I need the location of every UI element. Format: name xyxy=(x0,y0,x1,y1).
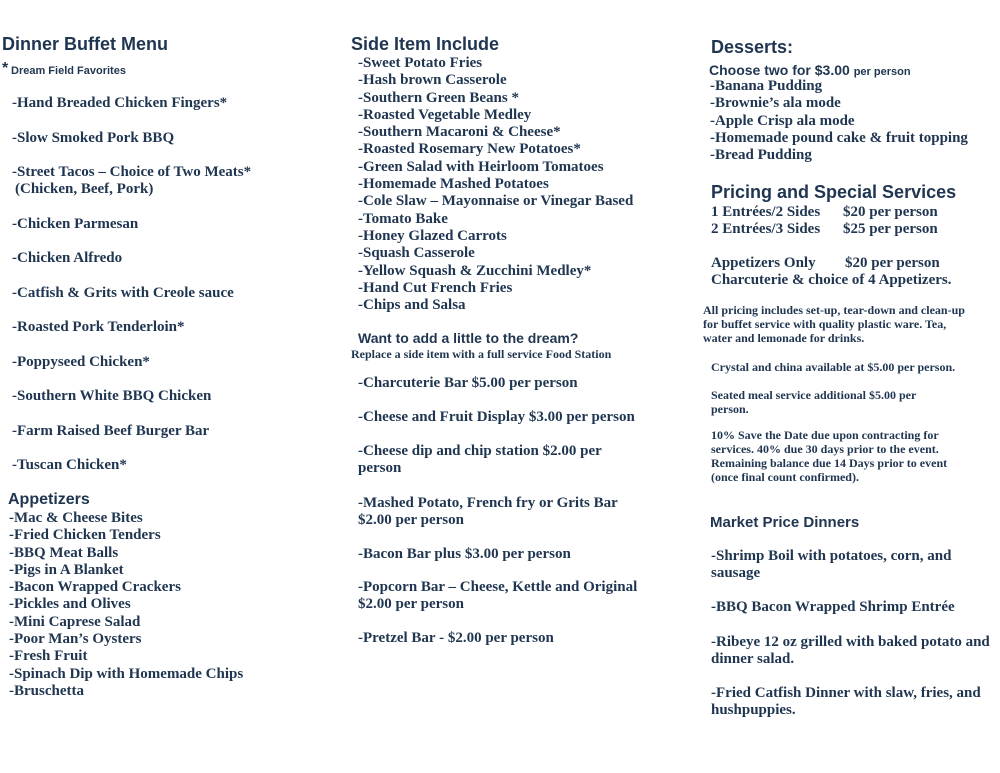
list-item: -Homemade Mashed Potatoes xyxy=(358,176,549,193)
entree-item: -Hand Breaded Chicken Fingers* xyxy=(12,95,228,111)
list-item: -Bread Pudding xyxy=(710,147,812,164)
market-item: -Fried Catfish Dinner with slaw, fries, and xyxy=(711,685,981,701)
list-item: -Bacon Wrapped Crackers xyxy=(9,579,181,596)
station-item: -Cheese and Fruit Display $3.00 per person xyxy=(358,409,635,425)
entree-item: -Chicken Alfredo xyxy=(12,250,123,266)
seated-note-line: Seated meal service additional $5.00 per xyxy=(711,388,917,402)
crystal-note: Crystal and china available at $5.00 per person. xyxy=(711,360,956,374)
list-item: -Roasted Vegetable Medley xyxy=(358,106,532,123)
entree-item: -Farm Raised Beef Burger Bar xyxy=(12,423,210,439)
entree-item: -Street Tacos – Choice of Two Meats* xyxy=(12,164,252,180)
list-item: -Squash Casserole xyxy=(358,245,475,262)
list-item: -Fried Chicken Tenders xyxy=(9,527,161,544)
pricing-note-line: for buffet service with quality plastic ware. Tea, xyxy=(703,317,947,331)
list-item: -Honey Glazed Carrots xyxy=(358,227,507,244)
list-item: -Southern Green Beans * xyxy=(358,89,519,106)
list-item: -Pickles and Olives xyxy=(9,596,131,613)
list-item: -Bruschetta xyxy=(9,682,84,699)
station-item: -Cheese dip and chip station $2.00 per xyxy=(358,443,602,459)
list-item: -Hash brown Casserole xyxy=(358,72,507,89)
list-item: -Southern Macaroni & Cheese* xyxy=(358,124,561,141)
station-item-cont: $2.00 per person xyxy=(358,596,464,612)
desserts-list xyxy=(710,78,968,164)
list-item: -Brownie’s ala mode xyxy=(710,95,841,112)
station-item: -Pretzel Bar - $2.00 per person xyxy=(358,630,554,646)
station-item-cont: $2.00 per person xyxy=(358,512,464,528)
list-item: -BBQ Meat Balls xyxy=(9,544,119,561)
market-item: -BBQ Bacon Wrapped Shrimp Entrée xyxy=(711,599,955,615)
pricing-label: 1 Entrées/2 Sides xyxy=(711,204,821,220)
list-item: -Roasted Rosemary New Potatoes* xyxy=(358,141,581,158)
market-item-cont: hushpuppies. xyxy=(711,702,796,718)
appetizers-title: Appetizers xyxy=(8,491,90,508)
pricing-note-line: water and lemonade for drinks. xyxy=(703,331,865,345)
entree-item-detail: (Chicken, Beef, Pork) xyxy=(15,181,154,197)
market-item-cont: sausage xyxy=(711,565,761,581)
pricing-price: $20 per person xyxy=(843,204,938,220)
list-item: -Banana Pudding xyxy=(710,78,823,94)
seated-note-line: person. xyxy=(711,402,749,416)
station-item: -Mashed Potato, French fry or Grits Bar xyxy=(358,495,618,511)
market-item: -Ribeye 12 oz grilled with baked potato and xyxy=(711,634,990,650)
list-item: -Hand Cut French Fries xyxy=(358,279,513,296)
entree-item: -Catfish & Grits with Creole sauce xyxy=(12,285,234,301)
side-items-list xyxy=(358,55,633,314)
pricing-label: 2 Entrées/3 Sides xyxy=(711,221,821,237)
appetizers-list xyxy=(9,510,243,700)
entree-item: -Poppyseed Chicken* xyxy=(12,354,150,370)
list-item: -Spinach Dip with Homemade Chips xyxy=(9,665,244,682)
deposit-note-line: Remaining balance due 14 Days prior to event xyxy=(711,456,948,470)
pricing-label: Appetizers Only xyxy=(711,255,816,271)
entree-item: -Tuscan Chicken* xyxy=(12,457,127,473)
deposit-note-line: 10% Save the Date due upon contracting for xyxy=(711,428,939,442)
list-item: -Mac & Cheese Bites xyxy=(9,510,143,526)
list-item: -Mini Caprese Salad xyxy=(9,613,141,630)
list-item: -Cole Slaw – Mayonnaise or Vinegar Based xyxy=(358,193,634,210)
list-item: -Apple Crisp ala mode xyxy=(710,112,855,129)
list-item: -Green Salad with Heirloom Tomatoes xyxy=(358,158,604,175)
appetizer-pricing-note: Charcuterie & choice of 4 Appetizers. xyxy=(711,272,952,288)
list-item: -Pigs in A Blanket xyxy=(9,561,124,578)
deposit-note-line: (once final count confirmed). xyxy=(711,470,859,484)
entree-item: -Southern White BBQ Chicken xyxy=(12,388,212,404)
list-item: -Fresh Fruit xyxy=(9,648,88,665)
stations-note: Replace a side item with a full service Food Station xyxy=(351,347,612,361)
buffet-menu-title: Dinner Buffet Menu xyxy=(2,34,168,54)
station-item: -Popcorn Bar – Cheese, Kettle and Original xyxy=(358,579,638,595)
asterisk-mark: * xyxy=(2,60,9,77)
deposit-note-line: services. 40% due 30 days prior to the event. xyxy=(711,442,939,456)
list-item: -Sweet Potato Fries xyxy=(358,55,483,71)
desserts-choose-price: Choose two for $3.00 xyxy=(709,62,850,78)
pricing-note-line: All pricing includes set-up, tear-down and clean-up xyxy=(703,303,965,317)
list-item: -Chips and Salsa xyxy=(358,297,466,314)
favorites-note: Dream Field Favorites xyxy=(11,65,126,77)
station-item: -Bacon Bar plus $3.00 per person xyxy=(358,546,571,562)
list-item: -Tomato Bake xyxy=(358,210,448,227)
pricing-price: $25 per person xyxy=(843,221,938,237)
market-item: -Shrimp Boil with potatoes, corn, and xyxy=(711,548,952,564)
entree-item: -Chicken Parmesan xyxy=(12,216,139,232)
list-item: -Poor Man’s Oysters xyxy=(9,631,142,648)
market-title: Market Price Dinners xyxy=(710,514,860,531)
pricing-price: $20 per person xyxy=(845,255,940,271)
list-item: -Yellow Squash & Zucchini Medley* xyxy=(358,262,592,279)
station-item: -Charcuterie Bar $5.00 per person xyxy=(358,375,578,391)
side-items-title: Side Item Include xyxy=(351,34,500,54)
desserts-choose xyxy=(709,62,911,78)
desserts-title: Desserts: xyxy=(711,37,794,57)
stations-title: Want to add a little to the dream? xyxy=(358,330,579,346)
pricing-title: Pricing and Special Services xyxy=(711,182,957,202)
entree-item: -Roasted Pork Tenderloin* xyxy=(12,319,185,335)
entree-item: -Slow Smoked Pork BBQ xyxy=(12,130,175,146)
desserts-per-person: per person xyxy=(853,66,911,78)
list-item: -Homemade pound cake & fruit topping xyxy=(710,129,968,146)
station-item-cont: person xyxy=(358,460,402,476)
market-item-cont: dinner salad. xyxy=(711,651,795,667)
